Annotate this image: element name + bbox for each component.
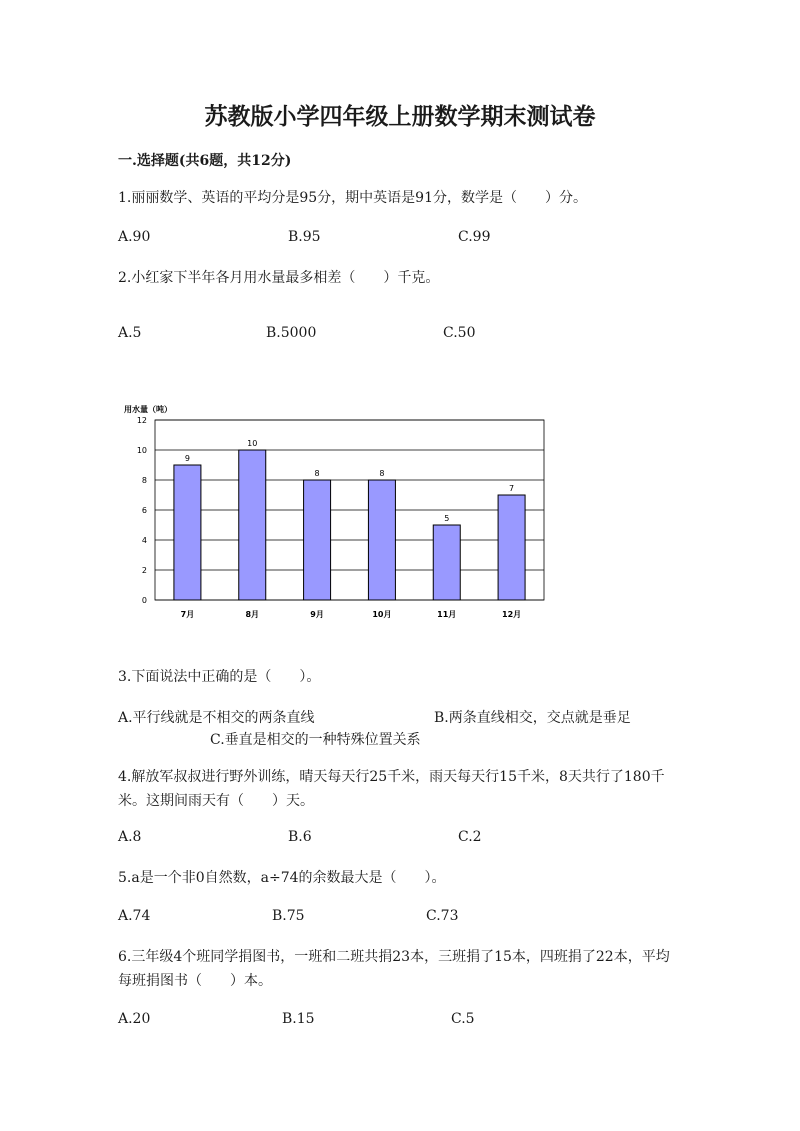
x-tick-label: 10月 [372, 610, 392, 619]
bar [498, 495, 525, 600]
q3-option-b: B.两条直线相交，交点就是垂足 [434, 710, 631, 726]
bar [239, 450, 266, 600]
section-heading: 一.选择题(共6题，共12分) [118, 153, 292, 169]
data-label: 8 [314, 469, 320, 478]
y-tick-label: 4 [141, 536, 147, 545]
question-1: 1.丽丽数学、英语的平均分是95分，期中英语是91分，数学是（ ）分。 [118, 190, 587, 206]
bar [174, 465, 201, 600]
question-3: 3.下面说法中正确的是（ ）。 [118, 669, 321, 685]
q4-option-c: C.2 [458, 829, 482, 845]
x-tick-label: 8月 [245, 610, 260, 619]
y-tick-label: 0 [141, 596, 147, 605]
water-usage-chart [110, 398, 560, 628]
q3-option-c: C.垂直是相交的一种特殊位置关系 [210, 732, 421, 748]
x-tick-label: 9月 [310, 610, 324, 619]
y-tick-label: 6 [141, 506, 147, 515]
x-tick-label: 11月 [437, 610, 457, 619]
question-2: 2.小红家下半年各月用水量最多相差（ ）千克。 [118, 270, 440, 286]
y-tick-label: 12 [136, 416, 147, 425]
q6-option-c: C.5 [451, 1011, 475, 1027]
q5-option-c: C.73 [426, 908, 459, 924]
q5-option-a: A.74 [118, 908, 151, 924]
q6-option-a: A.20 [118, 1011, 151, 1027]
q4-option-b: B.6 [288, 829, 312, 845]
bar [304, 480, 331, 600]
y-tick-label: 2 [141, 566, 147, 575]
data-label: 8 [379, 469, 385, 478]
y-tick-label: 10 [136, 446, 147, 455]
y-axis-title: 用水量（吨） [124, 405, 172, 414]
q2-option-b: B.5000 [266, 325, 317, 341]
question-6: 6.三年级4个班同学捐图书，一班和二班共捐23本，三班捐了15本，四班捐了22本，平均每班捐图书（ ）本。 [118, 949, 670, 989]
y-tick-label: 8 [141, 476, 147, 485]
x-tick-label: 12月 [502, 610, 522, 619]
q2-option-c: C.50 [443, 325, 476, 341]
question-4: 4.解放军叔叔进行野外训练，晴天每天行25千米，雨天每天行15千米，8天共行了180千米。这期间雨天有（ ）天。 [118, 769, 665, 809]
bar [433, 525, 460, 600]
q1-option-a: A.90 [118, 229, 151, 245]
q5-option-b: B.75 [272, 908, 305, 924]
bar [368, 480, 395, 600]
q1-option-c: C.99 [458, 229, 491, 245]
data-label: 10 [247, 439, 258, 448]
data-label: 7 [509, 484, 515, 493]
page-title: 苏教版小学四年级上册数学期末测试卷 [204, 103, 596, 130]
x-tick-label: 7月 [180, 610, 195, 619]
q4-option-a: A.8 [118, 829, 142, 845]
data-label: 5 [444, 514, 450, 523]
q2-option-a: A.5 [118, 325, 142, 341]
data-label: 9 [184, 454, 190, 463]
q1-option-b: B.95 [288, 229, 321, 245]
question-5: 5.a是一个非0自然数，a÷74的余数最大是（ ）。 [118, 870, 446, 886]
q3-option-a: A.平行线就是不相交的两条直线 [118, 710, 315, 726]
q6-option-b: B.15 [282, 1011, 315, 1027]
